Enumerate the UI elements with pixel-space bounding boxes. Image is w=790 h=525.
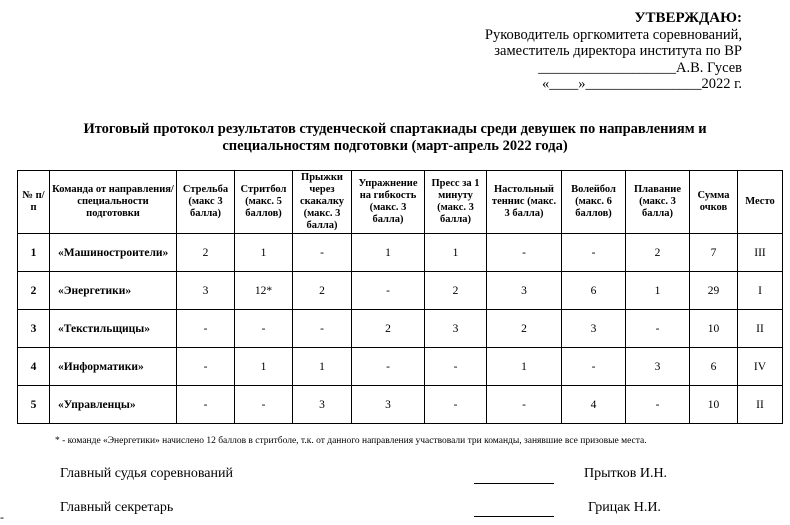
cell-volleyball: 6 (562, 272, 626, 310)
table-row (18, 348, 783, 386)
cell-table-tennis: - (487, 234, 562, 272)
cell-shooting: 3 (177, 272, 235, 310)
cell-total: 10 (690, 310, 738, 348)
cell-number: 2 (18, 272, 50, 310)
cell-flexibility: - (352, 348, 425, 386)
stray-mark: - (0, 510, 4, 524)
judge-signature-line (474, 483, 554, 484)
cell-streetball: 1 (235, 348, 293, 386)
cell-place: III (738, 234, 783, 272)
cell-team: «Информатики» (50, 348, 177, 386)
cell-jump-rope: - (293, 310, 352, 348)
cell-flexibility: 1 (352, 234, 425, 272)
cell-shooting: 2 (177, 234, 235, 272)
col-header-number: № п/п (18, 171, 50, 234)
cell-flexibility: 3 (352, 386, 425, 424)
cell-number: 4 (18, 348, 50, 386)
cell-flexibility: - (352, 272, 425, 310)
approval-signature-line: ___________________А.В. Гусев (538, 59, 742, 76)
cell-number: 1 (18, 234, 50, 272)
col-header-total: Сумма очков (690, 171, 738, 234)
cell-volleyball: 3 (562, 310, 626, 348)
cell-press: 3 (425, 310, 487, 348)
approval-line-1: Руководитель оргкомитета соревнований, (484, 26, 742, 43)
cell-press: - (425, 386, 487, 424)
secretary-title: Главный секретарь (60, 500, 174, 515)
judge-name: Прытков И.Н. (584, 466, 668, 481)
cell-place: I (738, 272, 783, 310)
cell-team: «Машиностроители» (50, 234, 177, 272)
cell-total: 7 (690, 234, 738, 272)
cell-team: «Текстильщицы» (50, 310, 177, 348)
cell-jump-rope: 1 (293, 348, 352, 386)
cell-place: IV (738, 348, 783, 386)
table-row (18, 310, 783, 348)
cell-swimming: - (626, 386, 690, 424)
cell-streetball: - (235, 310, 293, 348)
cell-flexibility: 2 (352, 310, 425, 348)
table-row (18, 386, 783, 424)
cell-streetball: 12* (235, 272, 293, 310)
table-row (18, 272, 783, 310)
cell-shooting: - (177, 386, 235, 424)
secretary-signature-line (474, 516, 554, 517)
footnote: * - команде «Энергетики» начислено 12 баллов в стритболе, т.к. от данного направления участвовали три команды, занявшие все призовые места. (55, 436, 647, 446)
table-row (18, 234, 783, 272)
col-header-place: Место (738, 171, 783, 234)
cell-jump-rope: 2 (293, 272, 352, 310)
cell-streetball: 1 (235, 234, 293, 272)
cell-place: II (738, 310, 783, 348)
cell-shooting: - (177, 348, 235, 386)
col-header-press: Пресс за 1 минуту (макс. 3 балла) (425, 171, 487, 234)
approval-date-line: «____»________________2022 г. (541, 76, 742, 92)
cell-table-tennis: 3 (487, 272, 562, 310)
cell-press: 2 (425, 272, 487, 310)
secretary-name: Грицак Н.И. (588, 500, 661, 515)
title-line-2: специальностям подготовки (март-апрель 2022 года) (222, 138, 568, 154)
cell-jump-rope: - (293, 234, 352, 272)
col-header-shooting: Стрельба (макс 3 балла) (177, 171, 235, 234)
cell-volleyball: 4 (562, 386, 626, 424)
col-header-swimming: Плавание (макс. 3 балла) (626, 171, 690, 234)
cell-press: 1 (425, 234, 487, 272)
col-header-jump-rope: Прыжки через скакалку (макс. 3 балла) (293, 171, 352, 234)
cell-place: II (738, 386, 783, 424)
cell-team: «Энергетики» (50, 272, 177, 310)
cell-jump-rope: 3 (293, 386, 352, 424)
col-header-flexibility: Упражнение на гибкость (макс. 3 балла) (352, 171, 425, 234)
cell-swimming: 1 (626, 272, 690, 310)
results-table (17, 170, 783, 424)
cell-volleyball: - (562, 348, 626, 386)
col-header-table-tennis: Настольный теннис (макс. 3 балла) (487, 171, 562, 234)
approval-block (430, 10, 742, 93)
cell-total: 6 (690, 348, 738, 386)
col-header-volleyball: Волейбол (макс. 6 баллов) (562, 171, 626, 234)
cell-volleyball: - (562, 234, 626, 272)
cell-number: 5 (18, 386, 50, 424)
judge-title: Главный судья соревнований (60, 466, 233, 481)
cell-total: 29 (690, 272, 738, 310)
table-header-row (18, 171, 783, 234)
cell-swimming: 3 (626, 348, 690, 386)
cell-swimming: 2 (626, 234, 690, 272)
cell-swimming: - (626, 310, 690, 348)
approval-line-2: заместитель директора института по ВР (494, 43, 742, 59)
col-header-team: Команда от направления/ специальности подготовки (50, 171, 177, 234)
cell-streetball: - (235, 386, 293, 424)
approval-header: УТВЕРЖДАЮ: (634, 10, 742, 26)
cell-table-tennis: 1 (487, 348, 562, 386)
document-title (30, 121, 760, 155)
cell-table-tennis: - (487, 386, 562, 424)
cell-shooting: - (177, 310, 235, 348)
cell-press: - (425, 348, 487, 386)
cell-table-tennis: 2 (487, 310, 562, 348)
cell-total: 10 (690, 386, 738, 424)
col-header-streetball: Стритбол (макс. 5 баллов) (235, 171, 293, 234)
cell-number: 3 (18, 310, 50, 348)
cell-team: «Управленцы» (50, 386, 177, 424)
title-line-1: Итоговый протокол результатов студенческой спартакиады среди девушек по направлениям и (83, 121, 707, 137)
